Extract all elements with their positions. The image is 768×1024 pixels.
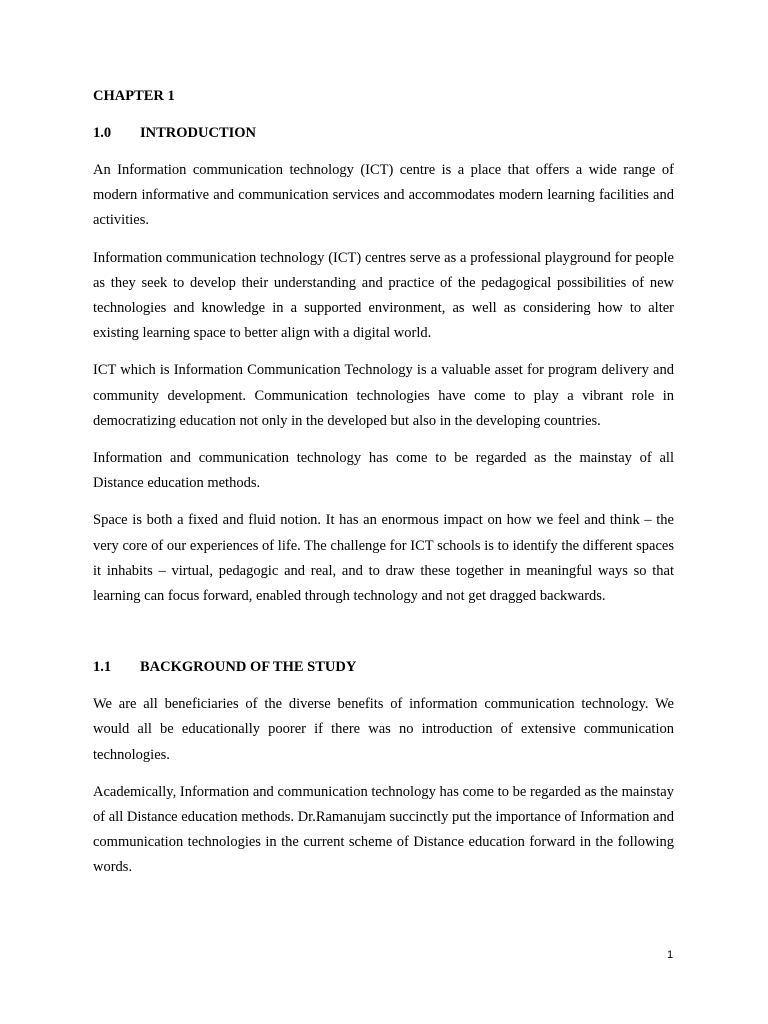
paragraph: Information communication technology (ICT) centres serve as a professional playground for people as they seek to develop their understanding and practice of the pedagogical possibilities of new technologies and knowledge in a supported environment, as well as considering how to alter existing learning space to better align with a digital world. [93, 249, 674, 342]
section-heading-introduction [93, 123, 674, 143]
paragraph: Information and communication technology has come to be regarded as the mainstay of all Distance education methods. [93, 450, 674, 492]
section-number: 1.0 [93, 125, 112, 141]
paragraph: Academically, Information and communication technology has come to be regarded as the mainstay of all Distance education methods. Dr.Ramanujam succinctly put the importance of Information and communication technologies in the current scheme of Distance education forward in the following words. [93, 783, 674, 876]
section-title: BACKGROUND OF THE STUDY [140, 659, 357, 676]
page-number: 1 [667, 949, 674, 961]
paragraph: We are all beneficiaries of the diverse benefits of information communication technology. We would all be educationally poorer if there was no introduction of extensive communication technologies. [93, 696, 674, 763]
section-number: 1.1 [93, 659, 112, 676]
paragraph: ICT which is Information Communication Technology is a valuable asset for program delivery and community development. Communication technologies have come to play a vibrant role in democratizing education not only in the developed but also in the developing countries. [93, 362, 674, 429]
section-title: INTRODUCTION [140, 125, 257, 141]
chapter-title: CHAPTER 1 [93, 88, 175, 104]
section-spacer [93, 621, 674, 657]
paragraph: An Information communication technology (ICT) centre is a place that offers a wide range of modern informative and communication services and accommodates modern learning facilities and activities. [93, 162, 674, 229]
page-content [93, 86, 674, 893]
paragraph: Space is both a fixed and fluid notion. It has an enormous impact on how we feel and think – the very core of our experiences of life. The challenge for ICT schools is to identify the different spaces it inhabits – virtual, pedagogic and real, and to draw these together in meaningful ways so that learning can focus forward, enabled through technology and not get dragged backwards. [93, 512, 674, 605]
section-heading-background [93, 657, 674, 677]
